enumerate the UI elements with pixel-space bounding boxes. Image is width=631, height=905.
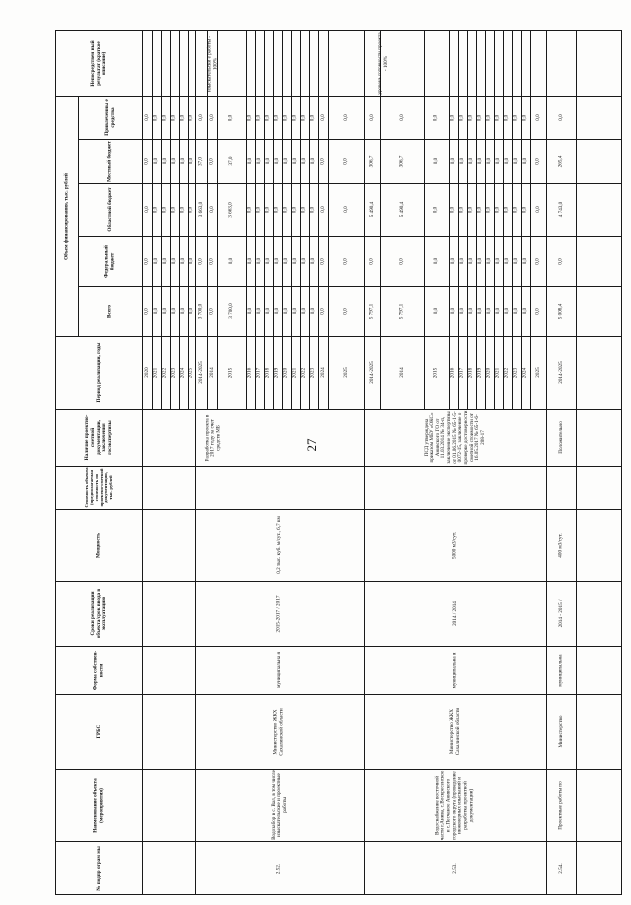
row-253-local: 0,0 [494, 157, 501, 165]
row-252-num: 2.52. [275, 863, 282, 874]
row-252-period: 2021 [291, 367, 298, 378]
row-253-local: 0,0 [432, 157, 439, 165]
row-253-period: 2024 [521, 367, 528, 378]
row-252-attracted: 0,0 [246, 114, 253, 121]
row-253-attracted: 0,0 [398, 114, 405, 121]
row-252-total: 0,0 [342, 307, 349, 315]
row-252-regional: 0,0 [255, 206, 262, 213]
prev-row-total: 0,0 [152, 307, 159, 315]
row-252-attracted: 0,0 [291, 114, 298, 121]
row-254-grbs: Министерство [557, 715, 564, 748]
prev-row-period: 2021 [152, 367, 159, 378]
prev-row-period: 2023 [170, 367, 177, 378]
row-252-local: 0,0 [273, 157, 280, 165]
prev-row-attracted: 0,0 [152, 114, 159, 121]
prev-row-attracted: 0,0 [187, 114, 194, 121]
row-252-total: 0,0 [309, 307, 316, 315]
row-253-period: 2020 [485, 367, 492, 378]
row-253-capacity: 5000 м3/сут. [451, 531, 458, 559]
row-252-local: 0,0 [255, 157, 262, 165]
row-252-total: 3 700,0 [227, 303, 234, 319]
prev-row-period: 2022 [161, 367, 168, 378]
row-252-period: 2017 [255, 367, 262, 378]
row-252-local: 37,0 [197, 156, 204, 166]
row-253-total: 0,0 [494, 307, 501, 315]
row-252-federal: 0,0 [246, 257, 253, 265]
budget-table [55, 30, 622, 895]
row-254-local: 265,4 [557, 155, 564, 167]
row-253-federal: 0,0 [458, 257, 465, 265]
row-253-period: 2018 [467, 367, 474, 378]
row-252-period: 2014-2025 [197, 361, 204, 384]
row-252-ownership: муниципальна я [275, 652, 282, 688]
row-252-federal: 0,0 [208, 257, 215, 265]
header-period: Период реализации, годы [95, 342, 102, 403]
row-253-regional: 0,0 [458, 206, 465, 213]
header-capacity: Мощность [95, 532, 102, 558]
row-252-federal: 0,0 [300, 257, 307, 265]
row-252-result: изыскательски е работы - 100% [206, 35, 219, 92]
row-254-federal: 0,0 [557, 257, 564, 265]
row-252-period: 2016 [246, 367, 253, 378]
row-253-total: 0,0 [512, 307, 519, 315]
header-num: № подпр ограм мы [95, 846, 102, 891]
row-252-period: 2015 [227, 367, 234, 378]
prev-row-federal: 0,0 [143, 257, 150, 265]
row-253-local: 306,7 [398, 155, 405, 167]
row-253-total: 0,0 [534, 307, 541, 315]
row-252-local: 0,0 [282, 157, 289, 165]
prev-row-total: 0,0 [170, 307, 177, 315]
row-253-period: 2025 [534, 367, 541, 378]
row-253-total: 0,0 [503, 307, 510, 315]
prev-row-local: 0,0 [152, 157, 159, 165]
row-253-attracted: 0,0 [476, 114, 483, 121]
row-252-regional: 0,0 [246, 206, 253, 213]
row-253-total: 0,0 [467, 307, 474, 315]
row-252-federal: 0,0 [227, 257, 234, 265]
row-252-total: 0,0 [255, 307, 262, 315]
header-terms: Сроки реализации объекта/срок ввода в эксплуатацию [89, 588, 107, 639]
row-253-attracted: 0,0 [503, 114, 510, 121]
row-253-federal: 0,0 [521, 257, 528, 265]
row-253-federal: 0,0 [494, 257, 501, 265]
row-252-local: 0,0 [319, 157, 326, 165]
prev-row-regional: 0,0 [179, 206, 186, 213]
row-253-period: 2022 [503, 367, 510, 378]
row-252-period: 2022 [300, 367, 307, 378]
header-ownership: Форма собствен- ности [92, 650, 104, 690]
row-253-attracted: 0,0 [432, 114, 439, 121]
row-253-regional: 0,0 [494, 206, 501, 213]
row-253-total: 0,0 [485, 307, 492, 315]
row-254-num: 2.54. [557, 863, 564, 874]
row-253-attracted: 0,0 [494, 114, 501, 121]
prev-row-regional: 0,0 [170, 206, 177, 213]
row-253-attracted: 0,0 [449, 114, 456, 121]
header-regional: Областной бюджет [106, 187, 113, 232]
prev-row-regional: 0,0 [143, 206, 150, 213]
header-funding: Объем финансирования, тыс. рублей [63, 172, 70, 260]
row-253-period: 2015 [432, 367, 439, 378]
row-254-terms: 2014 - 2015 / [557, 599, 564, 628]
row-252-regional: 3 663,0 [227, 201, 234, 218]
row-253-attracted: 0,0 [485, 114, 492, 121]
row-252-period: 2020 [282, 367, 289, 378]
row-252-regional: 0,0 [264, 206, 271, 213]
row-252-attracted: 0,0 [342, 114, 349, 121]
row-253-regional: 0,0 [449, 206, 456, 213]
row-252-period: 2014 [208, 367, 215, 378]
row-252-local: 0,0 [264, 157, 271, 165]
row-253-total: 0,0 [521, 307, 528, 315]
prev-row-federal: 0,0 [161, 257, 168, 265]
row-253-regional: 0,0 [521, 206, 528, 213]
row-253-result: уровень готовности проекта - 100% [376, 32, 388, 95]
header-attracted: Привлеченны е средства [103, 99, 115, 136]
row-252-federal: 0,0 [264, 257, 271, 265]
row-253-federal: 0,0 [432, 257, 439, 265]
row-253-total: 0,0 [432, 307, 439, 315]
row-252-attracted: 0,0 [319, 114, 326, 121]
row-253-period: 2017 [458, 367, 465, 378]
row-253-federal: 0,0 [368, 257, 375, 265]
row-252-local: 0,0 [291, 157, 298, 165]
header-cost: Стоимость объекта (предполагаемая стоимость по проектно-сметной документации, тыс. рублей [83, 467, 113, 508]
row-253-regional: 0,0 [512, 206, 519, 213]
row-253-period: 2016 [449, 367, 456, 378]
row-253-local: 306,7 [368, 155, 375, 167]
header-psd: Наличие проектно-сметной документации, заключения госэкспертизы [83, 414, 113, 461]
row-253-local: 0,0 [467, 157, 474, 165]
prev-row-period: 2020 [143, 367, 150, 378]
row-252-total: 0,0 [319, 307, 326, 315]
row-253-attracted: 0,0 [512, 114, 519, 121]
prev-row-local: 0,0 [170, 157, 177, 165]
row-252-federal: 0,0 [319, 257, 326, 265]
row-253-attracted: 0,0 [458, 114, 465, 121]
row-252-local: 0,0 [309, 157, 316, 165]
row-252-grbs: Министерство ЖКХ Сахалинской области [272, 707, 285, 756]
row-254-name: Проектные работы по [557, 780, 564, 830]
row-252-attracted: 0,0 [255, 114, 262, 121]
prev-row-attracted: 0,0 [143, 114, 150, 121]
row-253-period: 2021 [494, 367, 501, 378]
row-254-regional: 4 743,0 [557, 201, 564, 218]
row-253-period: 2014 [398, 367, 405, 378]
prev-row-regional: 0,0 [187, 206, 194, 213]
row-253-total: 5 797,1 [368, 303, 375, 319]
row-252-regional: 0,0 [282, 206, 289, 213]
row-252-total: 3 700,0 [197, 303, 204, 319]
header-federal: Федеральный бюджет [103, 244, 115, 278]
row-253-federal: 0,0 [503, 257, 510, 265]
header-results: Непосредствен ный результат (краткое описание) [89, 40, 107, 87]
prev-row-total: 0,0 [187, 307, 194, 315]
row-252-regional: 0,0 [319, 206, 326, 213]
row-252-regional: 3 663,0 [197, 201, 204, 218]
row-252-attracted: 0,0 [309, 114, 316, 121]
row-253-local: 0,0 [534, 157, 541, 165]
row-252-total: 0,0 [264, 307, 271, 315]
prev-row-attracted: 0,0 [161, 114, 168, 121]
row-252-local: 0,0 [300, 157, 307, 165]
row-252-local: 0,0 [246, 157, 253, 165]
row-252-total: 0,0 [208, 307, 215, 315]
header-grbs: ГРБС [95, 724, 102, 739]
prev-row-regional: 0,0 [152, 206, 159, 213]
row-253-federal: 0,0 [512, 257, 519, 265]
row-252-regional: 0,0 [309, 206, 316, 213]
row-252-regional: 0,0 [273, 206, 280, 213]
row-252-psd: Разработка проекта в 2017 году за счет средств МБ [204, 414, 222, 461]
prev-row-federal: 0,0 [187, 257, 194, 265]
row-252-capacity: 0,2 тыс. куб. м/сут., 6,7 км [275, 516, 282, 574]
row-253-regional: 0,0 [476, 206, 483, 213]
row-253-terms: 2014 / 2014 [451, 601, 458, 626]
prev-row-federal: 0,0 [170, 257, 177, 265]
row-253-regional: 0,0 [432, 206, 439, 213]
row-253-local: 0,0 [485, 157, 492, 165]
prev-row-attracted: 0,0 [170, 114, 177, 121]
row-252-period: 2023 [309, 367, 316, 378]
row-253-local: 0,0 [521, 157, 528, 165]
row-252-total: 0,0 [282, 307, 289, 315]
row-253-period: 2014-2025 [368, 361, 375, 384]
row-252-attracted: 0,0 [208, 114, 215, 121]
row-253-total: 5 797,1 [398, 303, 405, 319]
row-253-ownership: муниципальна я [451, 652, 458, 688]
row-252-period: 2025 [342, 367, 349, 378]
row-252-regional: 0,0 [291, 206, 298, 213]
row-252-attracted: 0,0 [264, 114, 271, 121]
row-253-regional: 0,0 [467, 206, 474, 213]
row-252-attracted: 0,0 [227, 114, 234, 121]
row-252-attracted: 0,0 [273, 114, 280, 121]
prev-row-local: 0,0 [143, 157, 150, 165]
row-252-total: 0,0 [300, 307, 307, 315]
row-252-attracted: 0,0 [197, 114, 204, 121]
row-252-total: 0,0 [291, 307, 298, 315]
row-252-federal: 0,0 [255, 257, 262, 265]
row-253-federal: 0,0 [534, 257, 541, 265]
row-253-total: 0,0 [458, 307, 465, 315]
row-252-federal: 0,0 [273, 257, 280, 265]
row-253-regional: 0,0 [485, 206, 492, 213]
row-252-federal: 0,0 [309, 257, 316, 265]
row-254-capacity: 400 м3/сут. [557, 532, 564, 558]
row-253-federal: 0,0 [398, 257, 405, 265]
row-252-federal: 0,0 [197, 257, 204, 265]
row-253-local: 0,0 [449, 157, 456, 165]
row-252-name: Водозабор в с. Вал, в том числе изыскательские и проектные работы [270, 770, 288, 840]
row-252-total: 0,0 [246, 307, 253, 315]
row-253-attracted: 0,0 [467, 114, 474, 121]
row-254-ownership: муниципальна [557, 653, 564, 687]
row-254-total: 5 008,4 [557, 303, 564, 319]
prev-row-total: 0,0 [143, 307, 150, 315]
row-253-regional: 0,0 [503, 206, 510, 213]
row-253-regional: 5 490,4 [368, 201, 375, 218]
row-253-local: 0,0 [503, 157, 510, 165]
row-252-total: 0,0 [273, 307, 280, 315]
row-252-attracted: 0,0 [300, 114, 307, 121]
row-253-federal: 0,0 [449, 257, 456, 265]
row-253-attracted: 0,0 [534, 114, 541, 121]
row-253-total: 0,0 [449, 307, 456, 315]
prev-row-period: 2024 [179, 367, 186, 378]
prev-row-local: 0,0 [179, 157, 186, 165]
row-253-attracted: 0,0 [521, 114, 528, 121]
row-254-attracted: 0,0 [557, 114, 564, 121]
header-total: Всего [106, 304, 113, 318]
row-254-psd: Положительно [557, 421, 564, 454]
row-253-period: 2019 [476, 367, 483, 378]
prev-row-regional: 0,0 [161, 206, 168, 213]
row-253-local: 0,0 [512, 157, 519, 165]
row-252-period: 2018 [264, 367, 271, 378]
row-253-local: 0,0 [458, 157, 465, 165]
prev-row-federal: 0,0 [179, 257, 186, 265]
row-253-local: 0,0 [476, 157, 483, 165]
page-number: 27 [304, 438, 319, 452]
prev-row-total: 0,0 [179, 307, 186, 315]
header-local: Местный бюджет [106, 140, 113, 182]
row-253-regional: 0,0 [534, 206, 541, 213]
row-253-total: 0,0 [476, 307, 483, 315]
row-253-federal: 0,0 [467, 257, 474, 265]
row-252-regional: 0,0 [300, 206, 307, 213]
row-252-regional: 0,0 [208, 206, 215, 213]
row-253-federal: 0,0 [485, 257, 492, 265]
row-252-period: 2024 [319, 367, 326, 378]
row-252-federal: 0,0 [342, 257, 349, 265]
row-253-regional: 5 490,4 [398, 201, 405, 218]
row-252-attracted: 0,0 [282, 114, 289, 121]
row-253-federal: 0,0 [476, 257, 483, 265]
row-252-terms: 2015-2017 / 2017 [275, 595, 282, 632]
row-253-psd: ПСД утверждена приказом МБУ «ОКС» Анивского ГО от 11.03.2014 № 34-п, заключение экспертизы от 01.06.2015 № 65-1-5-0072-15, заключение о проверке достоверности сметной стоимости от 16.05.2017 № 65-1-6-208-17 [423, 410, 486, 465]
row-252-federal: 0,0 [282, 257, 289, 265]
row-253-period: 2023 [512, 367, 519, 378]
prev-row-local: 0,0 [187, 157, 194, 165]
row-253-attracted: 0,0 [368, 114, 375, 121]
row-252-local: 37,0 [227, 156, 234, 166]
prev-row-period: 2025 [187, 367, 194, 378]
prev-row-local: 0,0 [161, 157, 168, 165]
row-254-period: 2014-2025 [557, 361, 564, 384]
row-252-regional: 0,0 [342, 206, 349, 213]
row-252-local: 0,0 [208, 157, 215, 165]
row-253-num: 2.53. [451, 863, 458, 874]
prev-row-federal: 0,0 [152, 257, 159, 265]
header-name: Наименование объекта (мероприятия) [92, 777, 104, 833]
row-252-local: 0,0 [342, 157, 349, 165]
row-253-name: Водоснабжение восточной части г.Анива, с.Воскресенское и с.Песчаное Анивского городского округа (проведение инженерных изысканий и разработка проектной документации) [434, 770, 475, 840]
prev-row-attracted: 0,0 [179, 114, 186, 121]
row-252-period: 2019 [273, 367, 280, 378]
row-253-grbs: Министерство ЖКХ Сахалинской области [448, 707, 460, 756]
prev-row-total: 0,0 [161, 307, 168, 315]
row-252-federal: 0,0 [291, 257, 298, 265]
